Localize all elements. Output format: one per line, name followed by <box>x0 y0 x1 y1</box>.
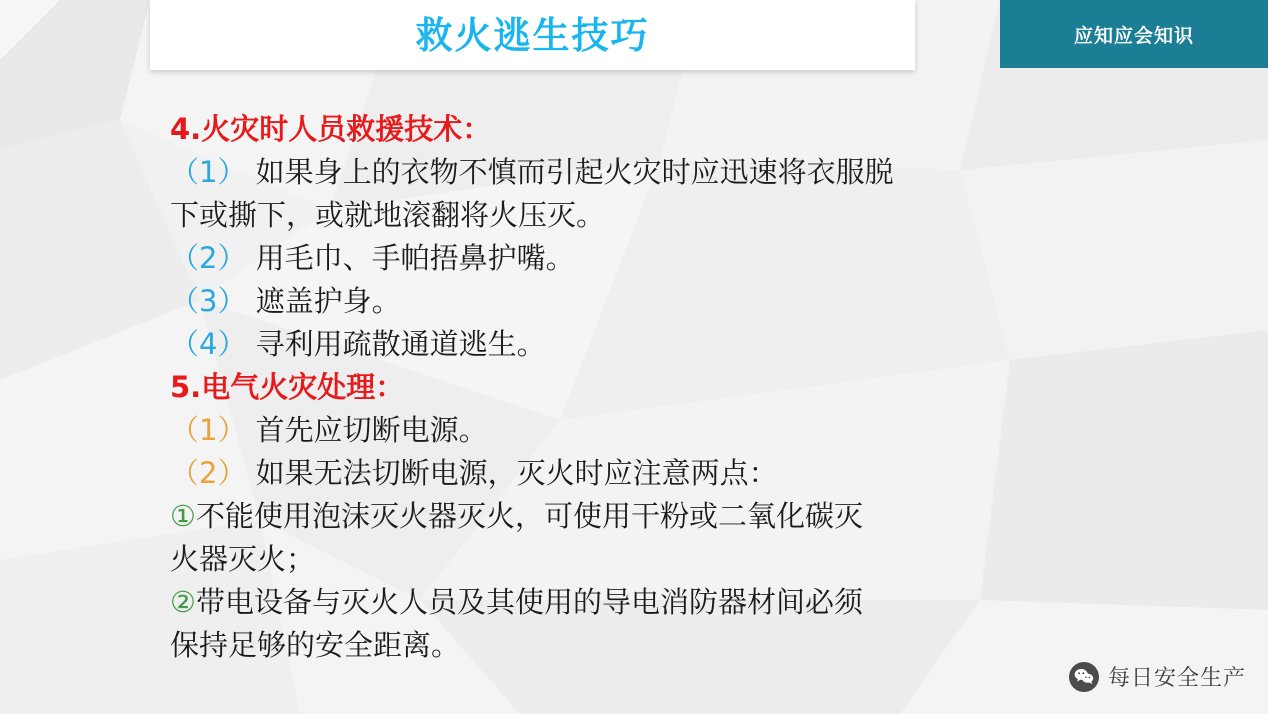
item-marker: ② <box>170 585 196 619</box>
slide-title-plate <box>150 0 915 70</box>
list-item <box>0 409 1268 452</box>
item-marker: （3） <box>170 284 247 318</box>
page-title: 救火逃生技巧 <box>415 13 650 57</box>
item-text: 寻利用疏散通道逃生。 <box>246 327 546 361</box>
category-tab-label: 应知应会知识 <box>1073 24 1194 47</box>
item-text: 如果无法切断电源，灭火时应注意两点： <box>246 456 778 490</box>
list-item <box>0 194 1268 237</box>
category-tab <box>1000 0 1268 68</box>
item-marker: （1） <box>170 155 247 189</box>
item-text: 保持足够的安全距离。 <box>170 628 461 662</box>
list-item <box>0 581 1268 624</box>
slide-body <box>0 108 1268 667</box>
item-text: 遮盖护身。 <box>246 284 401 318</box>
item-text: 火器灭火； <box>170 542 316 576</box>
item-text: 用毛巾、手帕捂鼻护嘴。 <box>246 241 575 275</box>
list-item <box>0 280 1268 323</box>
item-text: 带电设备与灭火人员及其使用的导电消防器材间必须 <box>196 585 864 619</box>
item-text: 下或撕下，或就地滚翻将火压灭。 <box>170 198 606 232</box>
list-item <box>0 495 1268 538</box>
item-marker: （4） <box>170 327 247 361</box>
section-heading: 5.电气火灾处理： <box>170 370 405 404</box>
list-item <box>0 237 1268 280</box>
item-marker: （2） <box>170 456 247 490</box>
item-marker: ① <box>170 499 196 533</box>
item-text: 首先应切断电源。 <box>246 413 488 447</box>
list-item <box>0 323 1268 366</box>
list-item <box>0 452 1268 495</box>
item-text: 如果身上的衣物不慎而引起火灾时应迅速将衣服脱 <box>246 155 894 189</box>
section-heading: 4.火灾时人员救援技术： <box>170 112 492 146</box>
wechat-icon <box>1069 662 1099 692</box>
item-text: 不能使用泡沫灭火器灭火，可使用干粉或二氧化碳灭 <box>196 499 864 533</box>
list-item <box>0 538 1268 581</box>
watermark-label: 每日安全生产 <box>1107 666 1246 691</box>
watermark <box>1069 661 1246 692</box>
item-marker: （1） <box>170 413 247 447</box>
list-item <box>0 151 1268 194</box>
item-marker: （2） <box>170 241 247 275</box>
